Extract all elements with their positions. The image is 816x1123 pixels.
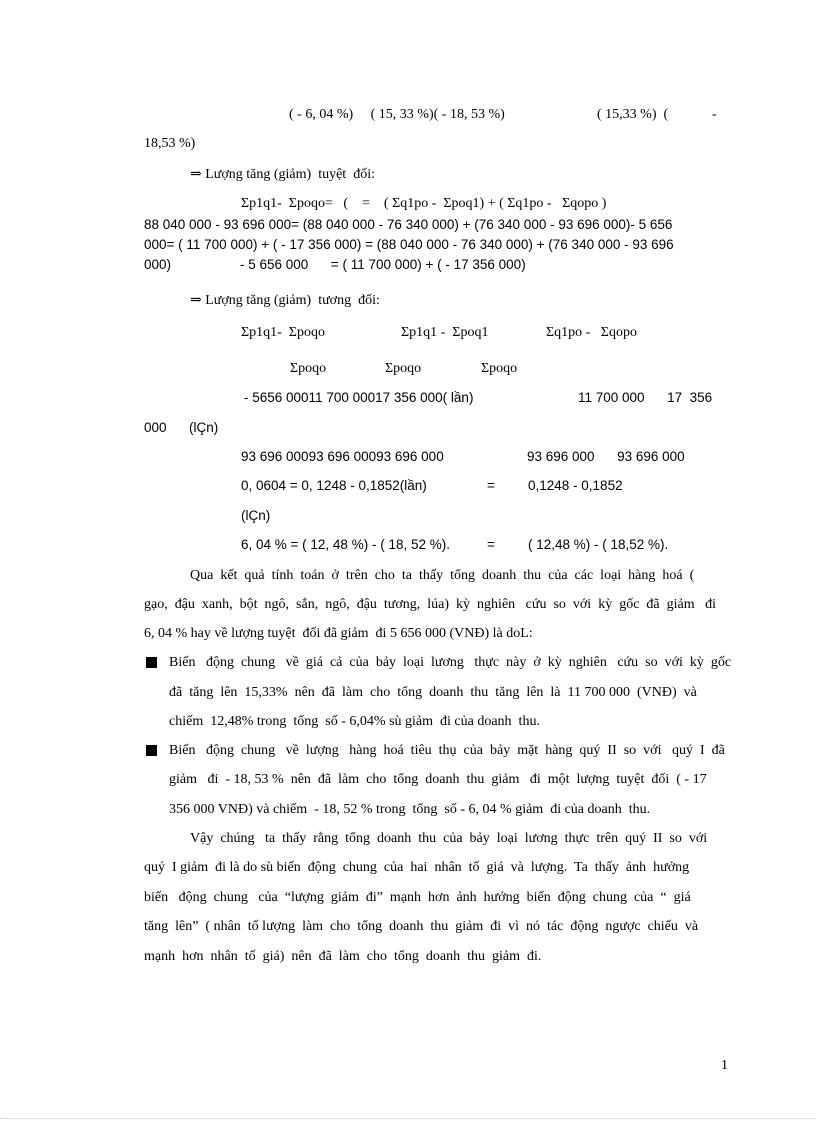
values-line-6b: = (487, 537, 495, 552)
formula-line-3: 000= ( 11 700 000) + ( - 17 356 000) = (88 040 000 - 76 340 000) + (76 340 000 - 93 696 (144, 237, 674, 252)
page-number: 1 (721, 1058, 728, 1073)
paragraph-2-line-5: mạnh hơn nhân tố giá) nên đã làm cho tổng doanh thu giảm đi. (144, 949, 542, 964)
page-bottom-divider (0, 1118, 816, 1119)
ratio-line-1: ( - 6, 04 %) ( 15, 33 %)( - 18, 53 %) (289, 107, 505, 122)
ratio-denominator-2: Σpoqo (385, 361, 422, 376)
ratio-line-1-b: ( 15,33 %) ( (597, 107, 669, 122)
bullet-1-line-3: chiếm 12,48% trong tổng số - 6,04% sù giảm đi của doanh thu. (169, 714, 540, 729)
values-line-3a: 93 696 00093 696 00093 696 000 (241, 449, 444, 464)
values-line-4b: = (487, 478, 495, 493)
values-line-3b: 93 696 000 93 696 000 (527, 449, 685, 464)
formula-line-2: 88 040 000 - 93 696 000= (88 040 000 - 76 340 000) + (76 340 000 - 93 696 000)- 5 656 (144, 217, 673, 232)
values-line-4c: 0,1248 - 0,1852 (528, 478, 623, 493)
values-line-1a: - 5656 00011 700 00017 356 000( lần) (244, 390, 474, 405)
values-line-2: 000 (lÇn) (144, 420, 219, 435)
formula-line-4b: - 5 656 000 = ( 11 700 000) + ( - 17 356 000) (240, 257, 526, 272)
heading-relative: ⇒ Lượng tăng (giảm) tương đối: (190, 293, 380, 308)
ratio-numerator-2: Σp1q1 - Σpoq1 (401, 325, 489, 340)
bullet-2-line-3: 356 000 VNĐ) và chiếm - 18, 52 % trong tổng số - 6, 04 % giảm đi của doanh thu. (169, 802, 651, 817)
paragraph-2-line-1: Vậy chúng ta thấy rằng tổng doanh thu của bảy loại lương thực trên quý II so với (190, 831, 708, 846)
formula-line-4a: 000) (144, 257, 172, 272)
ratio-line-2: 18,53 %) (144, 136, 196, 151)
bullet-1-line-2: đã tăng lên 15,33% nên đã làm cho tổng doanh thu tăng lên là 11 700 000 (VNĐ) và (169, 685, 697, 700)
paragraph-2-line-3: biến động chung của “lượng giảm đi” mạnh hơn ảnh hưởng biến động chung của “ giá (144, 890, 691, 905)
paragraph-1-line-2: gạo, đậu xanh, bột ngô, sắn, ngô, đậu tương, lúa) kỳ nghiên cứu so với kỳ gốc đã giảm đi (144, 597, 717, 612)
ratio-line-1-c: - (712, 107, 717, 122)
values-line-6c: ( 12,48 %) - ( 18,52 %). (528, 537, 669, 552)
ratio-denominator-1: Σpoqo (290, 361, 327, 376)
heading-absolute: ⇒ Lượng tăng (giảm) tuyệt đối: (190, 167, 375, 182)
values-line-1b: 11 700 000 17 356 (578, 390, 713, 405)
values-line-5: (lÇn) (241, 508, 271, 523)
paragraph-2-line-2: quý I giảm đi là do sù biến động chung của hai nhân tố giá và lượng. Ta thấy ảnh hưởng (144, 860, 690, 875)
ratio-denominator-3: Σpoqo (481, 361, 518, 376)
paragraph-1-line-3: 6, 04 % hay về lượng tuyệt đối đã giảm đi 5 656 000 (VNĐ) là doL: (144, 626, 533, 641)
bullet-1-line-1: Biến động chung về giá cả của bảy loại lương thực này ở kỳ nghiên cứu so với kỳ gốc (169, 655, 732, 670)
bullet-square-icon (146, 745, 157, 756)
paragraph-2-line-4: tăng lên” ( nhân tố lượng làm cho tổng doanh thu giảm đi vì nó tác động ngược chiếu và (144, 919, 699, 934)
paragraph-1-line-1: Qua kết quả tính toán ở trên cho ta thấy tổng doanh thu của các loại hàng hoá ( (190, 568, 695, 583)
values-line-6a: 6, 04 % = ( 12, 48 %) - ( 18, 52 %). (241, 537, 450, 552)
bullet-2-line-2: giảm đi - 18, 53 % nên đã làm cho tổng doanh thu giảm đi một lượng tuyệt đối ( - 17 (169, 772, 707, 787)
values-line-4a: 0, 0604 = 0, 1248 - 0,1852(lần) (241, 478, 427, 493)
bullet-square-icon (146, 657, 157, 668)
ratio-numerator-3: Σq1po - Σqopo (546, 325, 637, 340)
formula-line-1: Σp1q1- Σpoqo= ( = ( Σq1po - Σpoq1) + ( Σq1po - Σqopo ) (241, 196, 607, 211)
ratio-numerator-1: Σp1q1- Σpoqo (241, 325, 325, 340)
bullet-2-line-1: Biến động chung về lượng hàng hoá tiêu thụ của bảy mặt hàng quý II so với quý I đã (169, 743, 725, 758)
